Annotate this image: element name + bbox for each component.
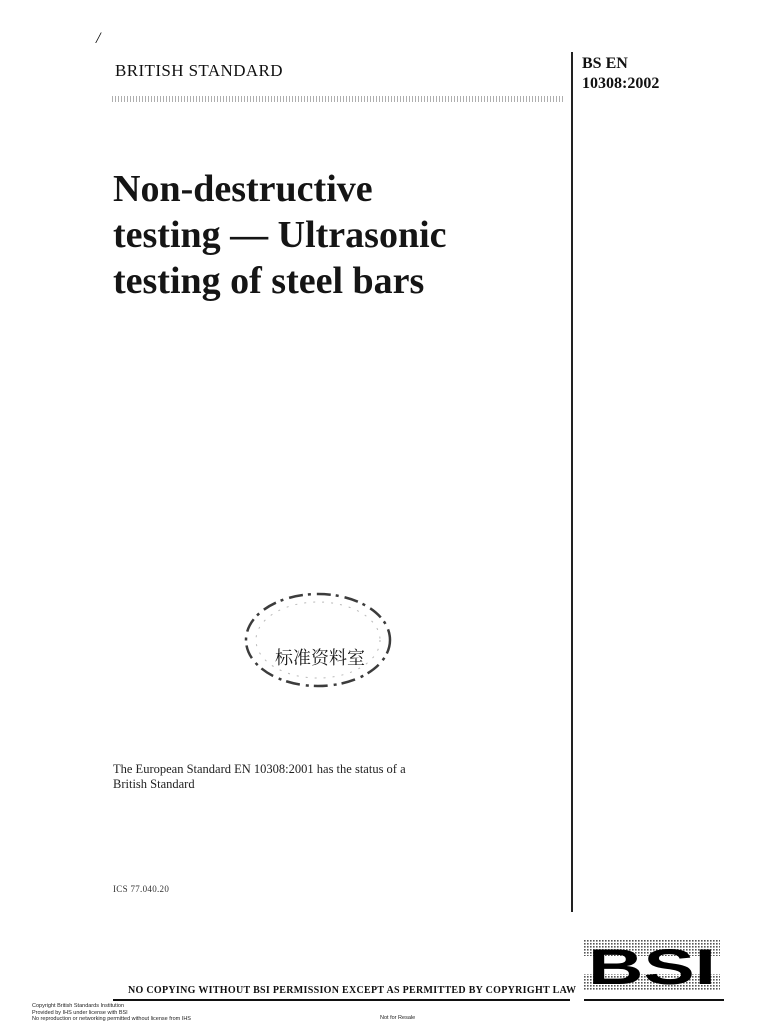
document-title: [113, 166, 553, 304]
margin-mark: /: [96, 30, 101, 47]
footer-rule: [113, 999, 570, 1001]
standard-number: [582, 54, 659, 94]
status-line-2: British Standard: [113, 777, 195, 791]
title-line-1: Non-destructive: [113, 168, 373, 210]
footer-line-1: Copyright British Standards Institution: [32, 1003, 125, 1009]
library-stamp: [240, 584, 396, 696]
logo-text: BSI: [588, 940, 716, 990]
license-footer: [32, 1003, 191, 1023]
vertical-rule: [571, 52, 573, 912]
standard-number-line-2: 10308:2002: [582, 75, 660, 92]
title-line-3: testing of steel bars: [113, 260, 425, 302]
ics-code: ICS 77.040.20: [113, 884, 170, 894]
status-statement: [113, 762, 493, 792]
resale-note: Not for Resale: [380, 1015, 416, 1021]
title-line-2: testing — Ultrasonic: [113, 214, 447, 256]
footer-line-3: No reproduction or networking permitted without license from IHS: [32, 1016, 191, 1022]
series-label: BRITISH STANDARD: [115, 61, 283, 80]
stamp-text: 标准资料室: [275, 648, 365, 669]
standard-number-line-1: BS EN: [582, 55, 628, 72]
copyright-notice: NO COPYING WITHOUT BSI PERMISSION EXCEPT AS PERMITTED BY COPYRIGHT LAW: [128, 985, 577, 996]
footer-line-2: Provided by IHS under license with BSI: [32, 1009, 128, 1016]
footer-rule-right: [584, 999, 724, 1001]
status-line-1: The European Standard EN 10308:2001 has the status of a: [113, 762, 406, 776]
header-rule: [112, 96, 563, 102]
bsi-logo: [584, 940, 720, 990]
